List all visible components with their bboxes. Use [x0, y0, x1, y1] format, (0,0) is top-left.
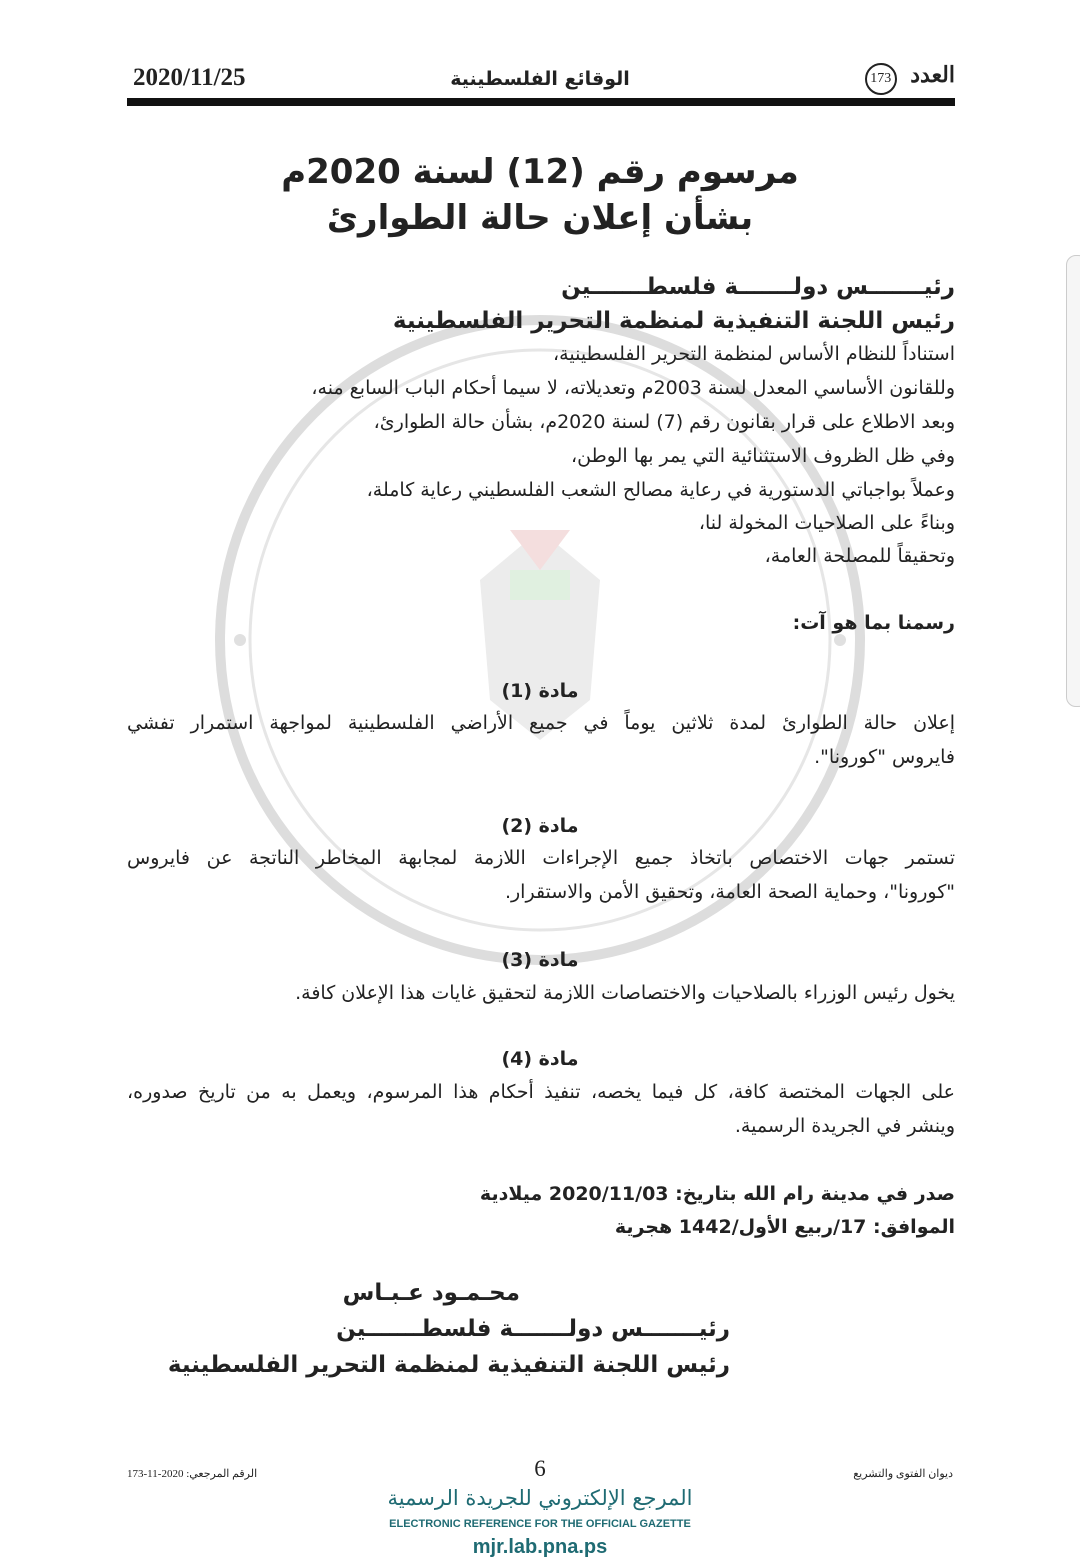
article-text: على الجهات المختصة كافة، كل فيما يخصه، تنفيذ أحكام هذا المرسوم، ويعمل به من تاريخ صدوره، [127, 1081, 955, 1103]
preamble-line: وبعد الاطلاع على قرار بقانون رقم (7) لسنة 2020م، بشأن حالة الطوارئ، [373, 411, 955, 433]
article-text: إعلان حالة الطوارئ لمدة ثلاثين يوماً في جميع الأراضي الفلسطينية لمواجهة استمرار تفشي [127, 712, 955, 734]
brand-arabic: المرجع الإلكتروني للجريدة الرسمية [387, 1486, 693, 1510]
article-title: مادة (1) [501, 680, 579, 702]
decree-title: مرسوم رقم (12) لسنة 2020م [281, 152, 799, 192]
issue-number: 173 [865, 63, 897, 95]
issue-label-group [865, 62, 955, 95]
brand-english: ELECTRONIC REFERENCE FOR THE OFFICIAL GAZETTE [389, 1518, 691, 1530]
preamble-line: وبناءً على الصلاحيات المخولة لنا، [698, 512, 955, 534]
issue-label: العدد [910, 62, 955, 87]
scrollbar[interactable] [1066, 255, 1080, 707]
article-title: مادة (3) [501, 949, 579, 971]
preamble-line: وفي ظل الظروف الاستثنائية التي يمر بها الوطن، [571, 445, 955, 467]
footer-reference: الرقم المرجعي: 2020-11-173 [127, 1468, 258, 1480]
article-text: "كورونا"، وحماية الصحة العامة، وتحقيق الأمن والاستقرار. [504, 881, 955, 903]
preamble-line: استناداً للنظام الأساس لمنظمة التحرير الفلسطينية، [553, 343, 955, 365]
decree-subject: بشأن إعلان حالة الطوارئ [326, 198, 754, 238]
page-number: 6 [534, 1456, 546, 1481]
article-text: وينشر في الجريدة الرسمية. [734, 1115, 955, 1137]
preamble-line: وتحقيقاً للمصلحة العامة، [764, 545, 955, 567]
signatory-title-2: رئيس اللجنة التنفيذية لمنظمة التحرير الفلسطينية [167, 1352, 730, 1378]
article-text: يخول رئيس الوزراء بالصلاحيات والاختصاصات اللازمة لتحقيق غايات هذا الإعلان كافة. [295, 982, 955, 1004]
footer-source: ديوان الفتوى والتشريع [853, 1468, 953, 1480]
issued-place-date: صدر في مدينة رام الله بتاريخ: 2020/11/03 ميلادية [479, 1183, 955, 1205]
article-text: تستمر جهات الاختصاص باتخاذ جميع الإجراءات اللازمة لمجابهة المخاطر الناتجة عن فايروس [127, 847, 955, 869]
preamble-line: وللقانون الأساسي المعدل لسنة 2003م وتعديلاته، لا سيما أحكام الباب السابع منه، [311, 377, 955, 399]
article-title: مادة (4) [501, 1048, 579, 1070]
signatory-title-1: رئيـــــــس دولـــــــة فلسطـــــــين [336, 1316, 730, 1342]
preamble-line: وعملاً بواجباتي الدستورية في رعاية مصالح الشعب الفلسطيني رعاية كاملة، [366, 479, 955, 501]
article-title: مادة (2) [501, 815, 579, 837]
header-date: 2020/11/25 [133, 64, 246, 91]
issuer-title-2: رئيس اللجنة التنفيذية لمنظمة التحرير الفلسطينية [392, 308, 955, 334]
issuer-title-1: رئيـــــــس دولـــــــة فلسطـــــــين [561, 274, 955, 300]
gazette-name: الوقائع الفلسطينية [450, 68, 630, 90]
article-text: فايروس "كورونا". [814, 746, 955, 768]
decree-intro: رسمنا بما هو آت: [792, 612, 955, 634]
header-rule [127, 98, 955, 106]
signatory-name: محـمـود عـبـاس [342, 1280, 520, 1306]
issued-hijri-date: الموافق: 17/ربيع الأول/1442 هجرية [614, 1216, 955, 1238]
brand-url[interactable]: mjr.lab.pna.ps [472, 1536, 608, 1558]
